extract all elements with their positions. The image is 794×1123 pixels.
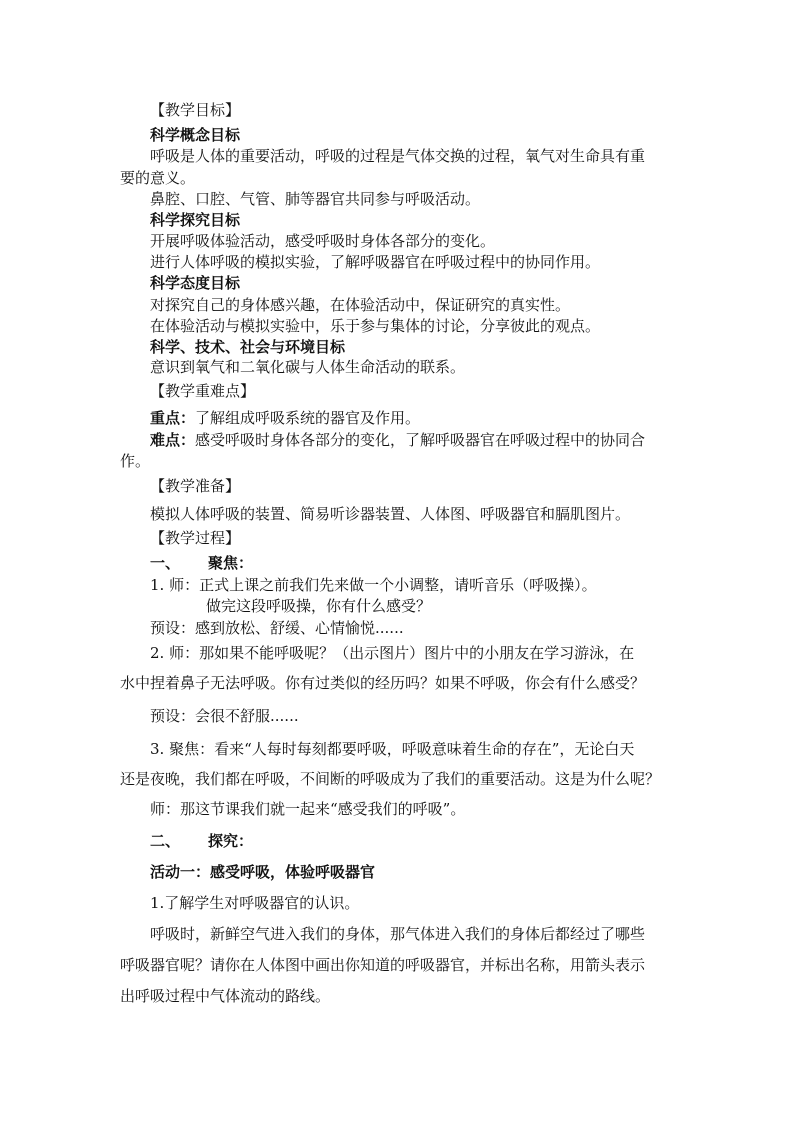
section-heading-key-points: 【教学重难点】 [150,382,256,400]
paragraph: 开展呼吸体验活动，感受呼吸时身体各部分的变化。 [150,232,496,250]
preset-line: 预设：感到放松、舒缓、心情愉悦...... [150,619,404,637]
activity-heading: 活动一：感受呼吸，体验呼吸器官 [150,863,376,881]
key-point-label: 重点： [150,409,196,427]
key-point-text: 了解组成呼吸系统的器官及作用。 [195,409,421,427]
heading-concept-goals: 科学概念目标 [150,126,241,144]
list-item: 2. 师：那如果不能呼吸呢？（出示图片）图片中的小朋友在学习游泳，在 [150,644,635,662]
list-item-continued: 水中捏着鼻子无法呼吸。你有过类似的经历吗？如果不呼吸，你会有什么感受？ [120,674,646,692]
paragraph: 对探究自己的身体感兴趣，在体验活动中，保证研究的真实性。 [150,296,571,314]
preset-line: 预设：会很不舒服...... [150,707,299,725]
step-title: 聚焦： [208,554,254,572]
paragraph-continued: 作。 [120,452,151,470]
paragraph-continued: 出呼吸过程中气体流动的路线。 [120,987,331,1005]
sub-item: 1.了解学生对呼吸器官的认识。 [150,894,360,912]
paragraph: 模拟人体呼吸的装置、简易听诊器装置、人体图、呼吸器官和膈肌图片。 [150,505,631,523]
paragraph: 呼吸是人体的重要活动，呼吸的过程是气体交换的过程，氧气对生命具有重 [150,147,646,165]
list-item: 3. 聚焦：看来“人每时每刻都要呼吸，呼吸意味着生命的存在”，无论白天 [150,740,635,758]
section-heading-process: 【教学过程】 [150,529,241,547]
paragraph-continued: 要的意义。 [120,169,196,187]
difficulty-label: 难点： [150,431,196,449]
step-title: 探究： [208,832,254,850]
teacher-line: 师：那这节课我们就一起来“感受我们的呼吸”。 [150,800,466,818]
step-heading-explore [150,831,253,851]
heading-attitude-goals: 科学态度目标 [150,274,241,292]
difficulty-text: 感受呼吸时身体各部分的变化，了解呼吸器官在呼吸过程中的协同合 [195,431,646,449]
section-heading-preparation: 【教学准备】 [150,477,241,495]
paragraph: 鼻腔、口腔、气管、肺等器官共同参与呼吸活动。 [150,190,481,208]
heading-inquiry-goals: 科学探究目标 [150,211,241,229]
key-point-line [150,408,420,428]
heading-sts-goals: 科学、技术、社会与环境目标 [150,338,346,356]
paragraph-continued: 呼吸器官呢？请你在人体图中画出你知道的呼吸器官，并标出名称，用箭头表示 [120,956,646,974]
step-heading-focus [150,553,253,573]
paragraph: 呼吸时，新鲜空气进入我们的身体，那气体进入我们的身体后都经过了哪些 [150,925,646,943]
paragraph: 进行人体呼吸的模拟实验，了解呼吸器官在呼吸过程中的协同作用。 [150,253,601,271]
paragraph: 意识到氧气和二氧化碳与人体生命活动的联系。 [150,358,466,376]
step-number: 一、 [150,554,181,572]
list-item-continued: 还是夜晚，我们都在呼吸，不间断的呼吸成为了我们的重要活动。这是为什么呢？ [120,770,661,788]
list-item-continued: 做完这段呼吸操，你有什么感受？ [206,597,432,615]
section-heading-objectives: 【教学目标】 [150,101,241,119]
step-number: 二、 [150,832,181,850]
difficulty-line [150,430,645,450]
list-item: 1. 师：正式上课之前我们先来做一个小调整，请听音乐（呼吸操）。 [150,576,597,594]
paragraph: 在体验活动与模拟实验中，乐于参与集体的讨论，分享彼此的观点。 [150,317,601,335]
